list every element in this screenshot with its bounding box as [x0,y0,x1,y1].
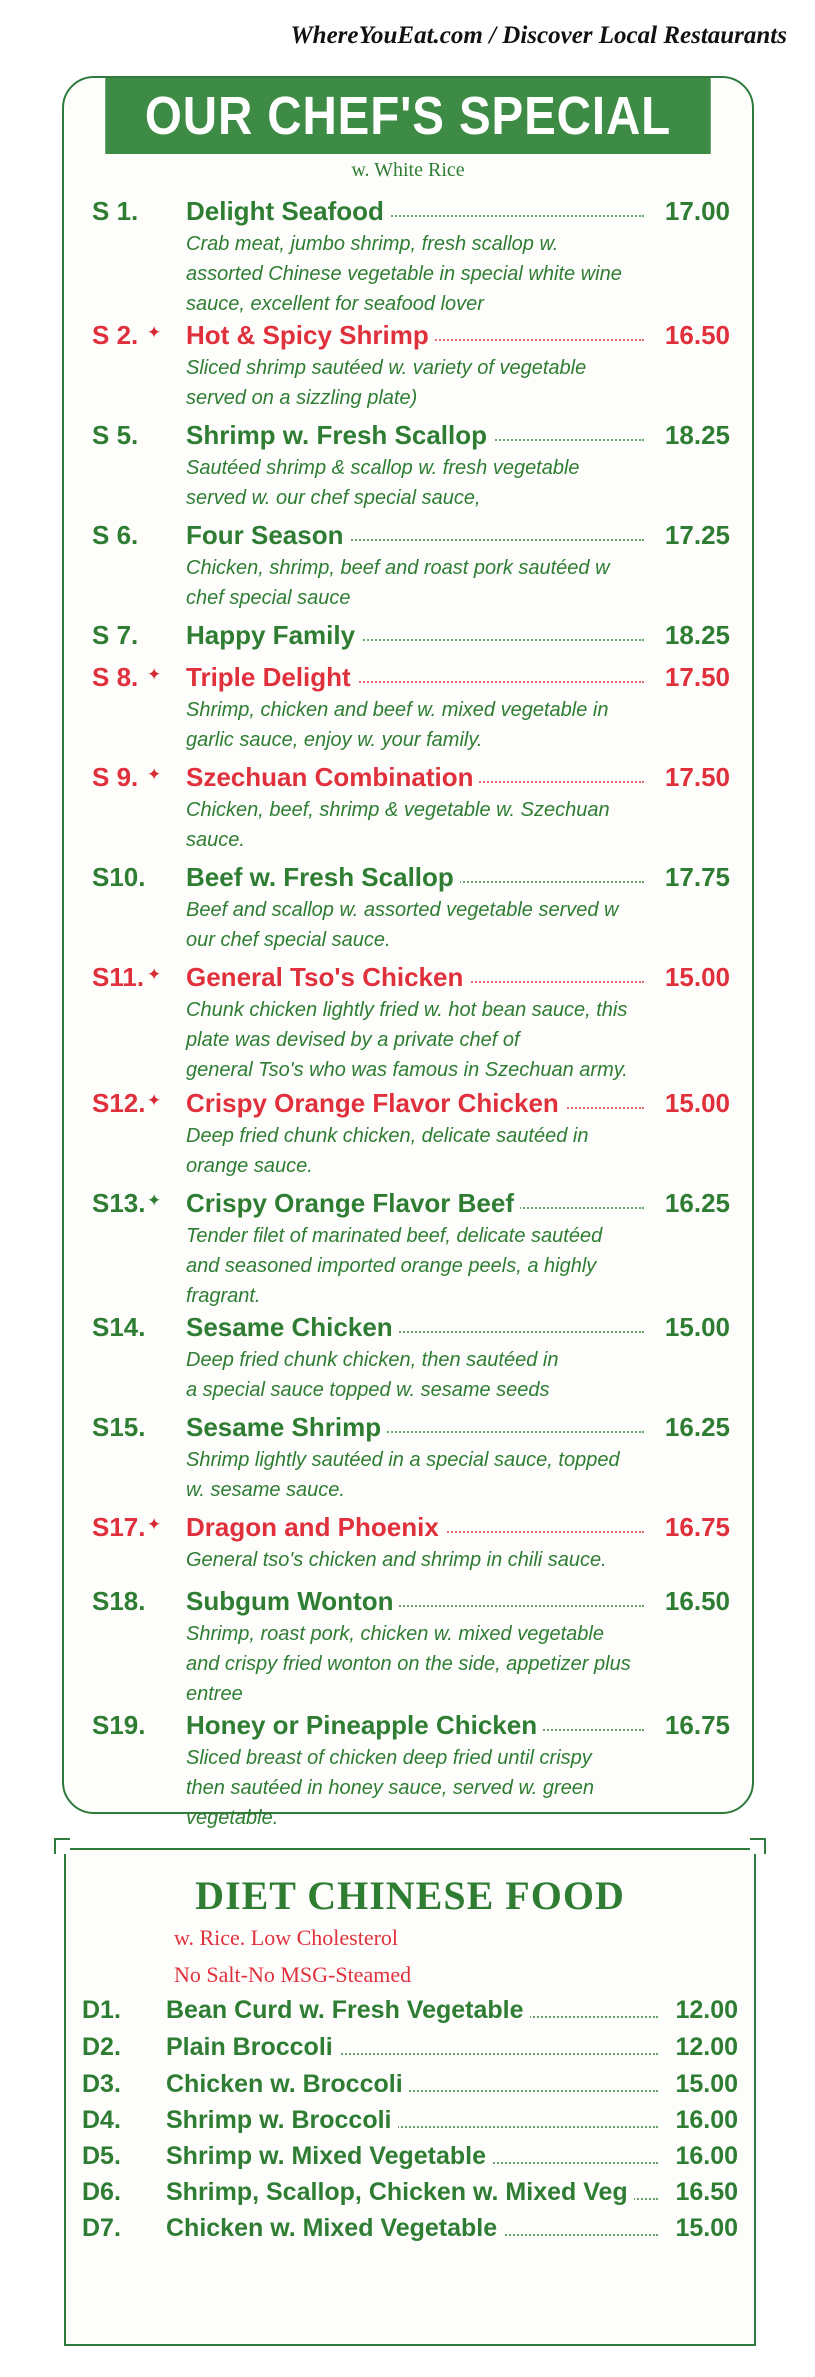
diet-menu-item [82,2214,738,2250]
item-description: w. sesame sauce. [186,1479,345,1501]
item-description: general Tso's who was famous in Szechuan army. [186,1059,628,1081]
item-code: S 6. [92,520,139,550]
item-name: Plain Broccoli [166,2033,339,2062]
item-description: a special sauce topped w. sesame seeds [186,1379,550,1401]
menu-item [92,1088,730,1181]
menu-item [92,620,730,653]
item-price: 17.50 [661,662,730,693]
item-name: Bean Curd w. Fresh Vegetable [166,1996,530,2025]
item-price: 16.25 [661,1188,730,1219]
menu-item-line [92,1710,730,1743]
item-code: S11. [92,962,145,992]
item-description: served w. our chef special sauce, [186,487,481,509]
item-code: D4. [82,2106,121,2134]
item-price: 16.25 [661,1412,730,1443]
chefs-special-card [62,76,754,1829]
item-price: 17.75 [661,862,730,893]
item-price: 16.75 [661,1512,730,1543]
item-name: Crispy Orange Flavor Chicken [186,1088,565,1119]
item-name: Hot & Spicy Shrimp [186,320,435,351]
menu-item-line [92,520,730,553]
menu-item-line [92,320,730,353]
item-code: S10. [92,862,146,892]
item-code: D5. [82,2142,121,2170]
item-name: General Tso's Chicken [186,962,469,993]
item-description: Chicken, shrimp, beef and roast pork sautéed w [186,557,610,579]
chili-pepper-icon: ✦ [147,323,162,342]
item-code: S 2. [92,320,139,350]
chili-pepper-icon: ✦ [147,1091,162,1110]
item-name: Chicken w. Mixed Vegetable [166,2214,503,2243]
menu-item [92,1188,730,1311]
diet-menu-item [82,1996,738,2032]
item-name: Chicken w. Broccoli [166,2070,409,2099]
item-code: D7. [82,2214,121,2242]
chili-pepper-icon: ✦ [147,665,162,684]
item-description: Sliced shrimp sautéed w. variety of vegetable [186,357,587,379]
item-price: 12.00 [671,1996,738,2025]
item-description: Shrimp lightly sautéed in a special sauce, topped [186,1449,620,1471]
item-code: S19. [92,1710,146,1740]
item-code: S 9. [92,762,139,792]
item-description: entree [186,1683,243,1705]
menu-item-line [92,762,730,795]
item-price: 18.25 [661,420,730,451]
item-name: Crispy Orange Flavor Beef [186,1188,520,1219]
item-code: D1. [82,1996,121,2024]
item-name: Shrimp w. Mixed Vegetable [166,2142,492,2171]
item-name: Shrimp, Scallop, Chicken w. Mixed Veg [166,2178,634,2207]
item-price: 18.25 [661,620,730,651]
diet-food-title: DIET CHINESE FOOD [195,1873,625,1918]
menu-item-line [92,862,730,895]
item-code: S17. [92,1512,146,1542]
item-description: plate was devised by a private chef of [186,1029,520,1051]
item-price: 16.50 [661,1586,730,1617]
item-price: 15.00 [671,2070,738,2099]
diet-menu-item [82,2106,738,2142]
item-description: then sautéed in honey sauce, served w. green [186,1777,595,1799]
item-code: S13. [92,1188,146,1218]
item-name: Four Season [186,520,349,551]
item-description: and crispy fried wonton on the side, appetizer plus [186,1653,631,1675]
item-price: 16.50 [661,320,730,351]
item-name: Triple Delight [186,662,357,693]
item-description: Tender filet of marinated beef, delicate sautéed [186,1225,603,1247]
item-description: General tso's chicken and shrimp in chili sauce. [186,1549,607,1571]
item-code: D6. [82,2178,121,2206]
chili-pepper-icon: ✦ [147,965,162,984]
item-description: Deep fried chunk chicken, delicate sautéed in [186,1125,589,1147]
menu-item [92,862,730,955]
item-description: Sautéed shrimp & scallop w. fresh vegetable [186,457,580,479]
item-price: 15.00 [661,1312,730,1343]
menu-item [92,962,730,1085]
menu-item-line [92,1412,730,1445]
menu-item [92,1412,730,1505]
item-description: sauce. [186,829,245,851]
diet-menu-item [82,2033,738,2069]
item-price: 15.00 [671,2214,738,2243]
menu-item [92,1512,730,1575]
item-name: Subgum Wonton [186,1586,399,1617]
item-name: Delight Seafood [186,196,390,227]
item-description: our chef special sauce. [186,929,391,951]
item-code: S 5. [92,420,139,450]
diet-menu-item [82,2178,738,2214]
diet-menu-item [82,2070,738,2106]
chili-pepper-icon: ✦ [147,765,162,784]
item-description: and seasoned imported orange peels, a highly [186,1255,597,1277]
item-code: S 8. [92,662,139,692]
menu-item-line [92,196,730,229]
item-price: 17.00 [661,196,730,227]
item-name: Shrimp w. Broccoli [166,2106,398,2135]
item-price: 15.00 [661,1088,730,1119]
menu-item-line [92,620,730,653]
item-code: S 7. [92,620,139,650]
chili-pepper-icon: ✦ [147,1515,162,1534]
menu-item [92,420,730,513]
menu-item [92,320,730,413]
menu-item [92,662,730,755]
item-code: S12. [92,1088,146,1118]
site-header: WhereYouEat.com / Discover Local Restaurants [290,22,787,49]
item-code: S14. [92,1312,146,1342]
item-description: Sliced breast of chicken deep fried until crispy [186,1747,592,1769]
item-name: Sesame Chicken [186,1312,399,1343]
item-price: 15.00 [661,962,730,993]
item-name: Sesame Shrimp [186,1412,387,1443]
item-description: fragrant. [186,1285,261,1307]
item-price: 17.50 [661,762,730,793]
menu-item [92,1586,730,1709]
menu-item-line [92,1586,730,1619]
diet-note-rice: w. Rice. Low Cholesterol [174,1925,399,1950]
menu-item-line [92,1512,730,1545]
menu-item [92,520,730,613]
item-description: Deep fried chunk chicken, then sautéed in [186,1349,559,1371]
item-description: Shrimp, chicken and beef w. mixed vegetable in [186,699,609,721]
item-description: Chunk chicken lightly fried w. hot bean sauce, this [186,999,628,1021]
item-code: D2. [82,2033,121,2061]
item-description: vegetable. [186,1807,279,1829]
item-description: served on a sizzling plate) [186,387,418,409]
item-code: S 1. [92,196,139,226]
menu-item-line [92,1312,730,1345]
menu-item-line [92,1188,730,1221]
diet-menu-item [82,2142,738,2178]
item-price: 16.00 [671,2142,738,2171]
item-description: chef special sauce [186,587,351,609]
item-description: assorted Chinese vegetable in special white wine [186,263,622,285]
chili-pepper-icon: ✦ [147,1191,162,1210]
item-description: Beef and scallop w. assorted vegetable served w [186,899,619,921]
menu-item-line [92,662,730,695]
menu-item [92,1710,730,1833]
item-name: Happy Family [186,620,361,651]
item-description: Crab meat, jumbo shrimp, fresh scallop w. [186,233,559,255]
menu-item-line [92,1088,730,1121]
item-description: orange sauce. [186,1155,313,1177]
chefs-special-subtitle: w. White Rice [351,159,465,181]
menu-item [92,196,730,319]
item-name: Dragon and Phoenix [186,1512,445,1543]
chefs-special-banner: OUR CHEF'S SPECIAL [105,78,710,154]
item-name: Szechuan Combination [186,762,479,793]
item-price: 17.25 [661,520,730,551]
item-code: S15. [92,1412,146,1442]
menu-item-line [92,962,730,995]
item-code: S18. [92,1586,146,1616]
item-name: Honey or Pineapple Chicken [186,1710,543,1741]
item-name: Beef w. Fresh Scallop [186,862,460,893]
item-price: 16.50 [671,2178,738,2207]
item-price: 16.75 [661,1710,730,1741]
item-code: D3. [82,2070,121,2098]
item-description: Shrimp, roast pork, chicken w. mixed vegetable [186,1623,604,1645]
item-price: 12.00 [671,2033,738,2062]
item-price: 16.00 [671,2106,738,2135]
item-name: Shrimp w. Fresh Scallop [186,420,493,451]
item-description: garlic sauce, enjoy w. your family. [186,729,483,751]
item-description: Chicken, beef, shrimp & vegetable w. Szechuan [186,799,610,821]
menu-item [92,762,730,855]
menu-item-line [92,420,730,453]
diet-food-box [64,1848,756,2346]
menu-item [92,1312,730,1405]
diet-note-steamed: No Salt-No MSG-Steamed [174,1962,412,1987]
item-description: sauce, excellent for seafood lover [186,293,484,315]
